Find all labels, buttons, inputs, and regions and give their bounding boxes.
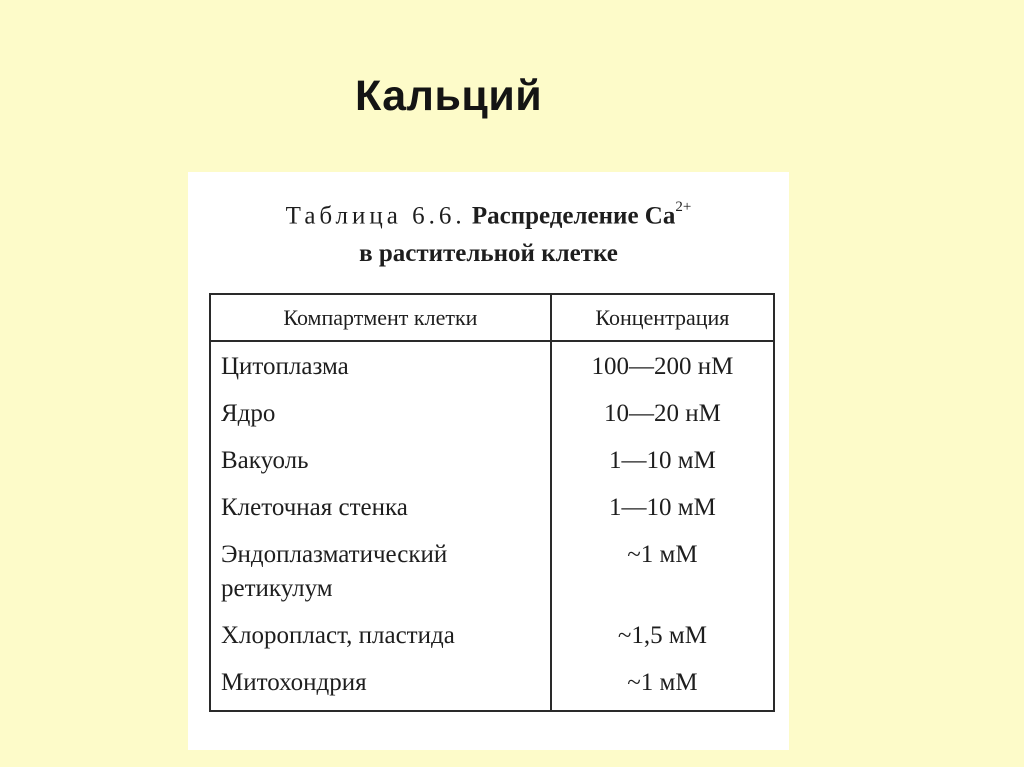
table-row [210, 341, 774, 397]
slide-title: Кальций [355, 72, 543, 120]
table-row [210, 397, 774, 444]
table-row [210, 619, 774, 666]
compartment-cell: Вакуоль [210, 444, 551, 491]
header-compartment: Компартмент клетки [210, 294, 551, 341]
table-header-row [210, 294, 774, 341]
concentration-cell: 100—200 нМ [591, 353, 734, 380]
compartment-cell: Хлоропласт, пластида [210, 619, 551, 666]
concentration-cell: ~1 мМ [627, 669, 698, 696]
header-concentration: Концентрация [551, 294, 774, 341]
table-scan-image [188, 172, 789, 750]
table-row [210, 491, 774, 538]
table-row [210, 538, 774, 619]
table-row [210, 444, 774, 491]
table-row [210, 666, 774, 711]
concentration-cell: ~1 мМ [627, 541, 698, 568]
calcium-distribution-table [209, 293, 775, 712]
compartment-cell: Цитоплазма [210, 341, 551, 397]
table-caption-label: Таблица 6.6. [285, 202, 466, 230]
concentration-cell: 1—10 мМ [609, 494, 716, 521]
compartment-cell: Митохондрия [210, 666, 551, 711]
table-caption-line2: в растительной клетке [359, 240, 618, 267]
compartment-cell: Ядро [210, 397, 551, 444]
concentration-cell: 1—10 мМ [609, 447, 716, 474]
concentration-cell: 10—20 нМ [603, 400, 721, 427]
compartment-cell: Эндоплазматический ретикулум [210, 538, 551, 619]
concentration-cell: ~1,5 мМ [617, 622, 707, 649]
table-caption-heading: Распределение Ca [471, 202, 676, 230]
table-caption [188, 199, 789, 230]
table-caption-superscript: 2+ [675, 199, 692, 215]
compartment-cell: Клеточная стенка [210, 491, 551, 538]
